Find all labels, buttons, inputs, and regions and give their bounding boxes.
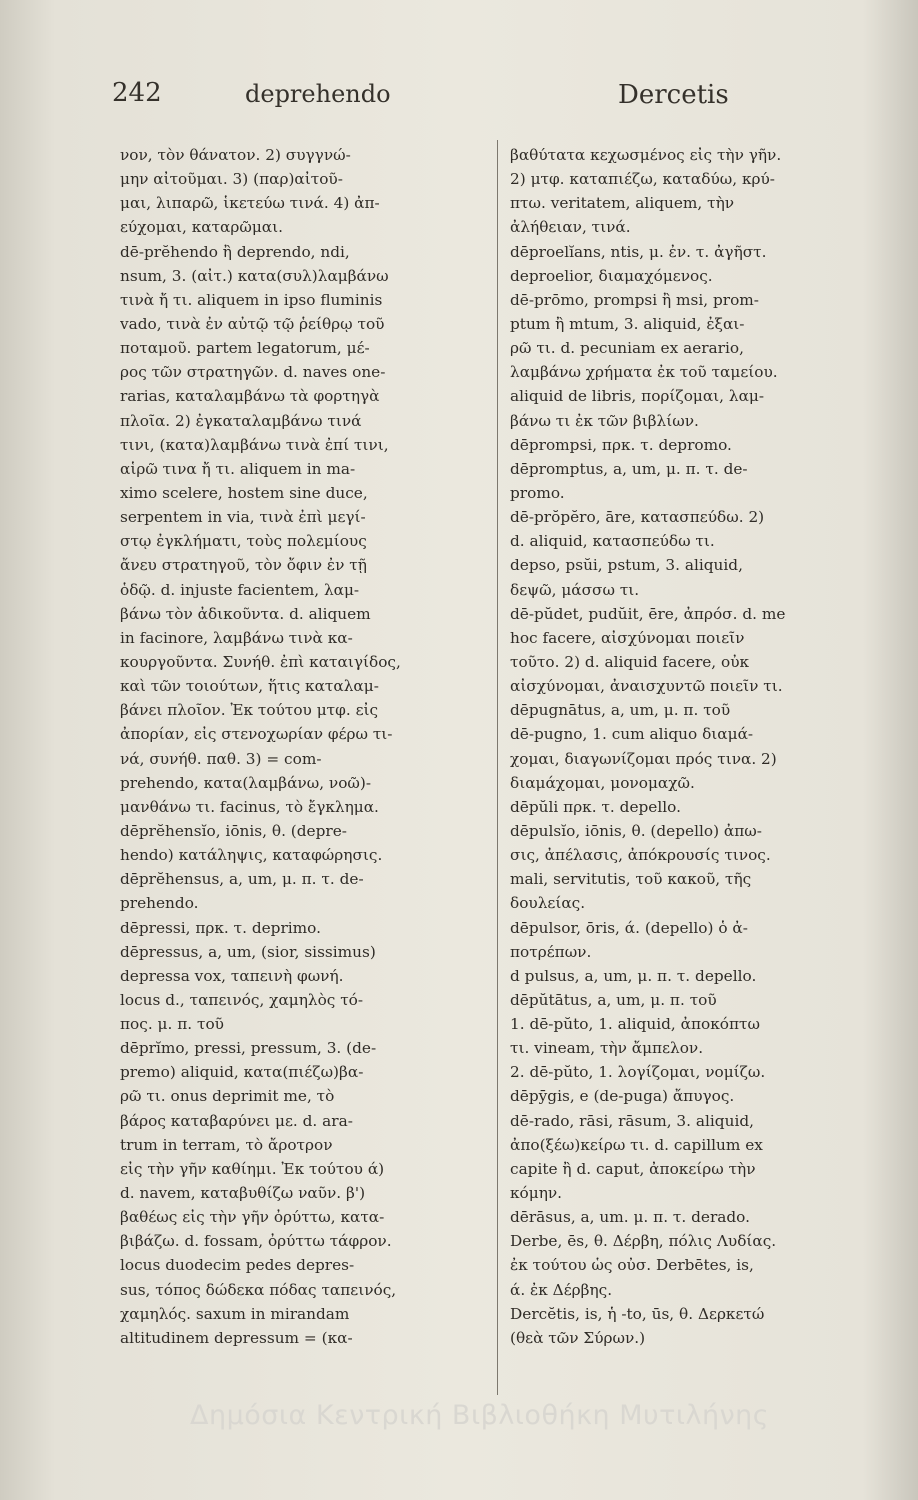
text-line: dē-prōmo, prompsi ἢ msi, prom- xyxy=(510,290,759,309)
text-line: μανθάνω τι. facinus, τὸ ἔγκλημα. xyxy=(120,797,379,816)
text-line: sus, τόπος δώδεκα πόδας ταπεινός, xyxy=(120,1280,397,1299)
text-line: ρος τῶν στρατηγῶν. d. naves one- xyxy=(120,363,386,382)
text-line: in facinore, λαμβάνω τινὰ κα- xyxy=(120,628,353,647)
text-line: λαμβάνω χρήματα ἐκ τοῦ ταμείου. xyxy=(510,363,778,382)
text-line: ἀλήθειαν, τινά. xyxy=(510,218,631,237)
text-line: βαθέως εἰς τὴν γῆν ὀρύττω, κατα- xyxy=(120,1208,385,1227)
right-column xyxy=(510,143,882,1350)
text-line: κόμην. xyxy=(510,1184,563,1203)
text-line: διαμάχομαι, μονομαχῶ. xyxy=(510,773,695,792)
text-line: dēprĕhensĭo, iōnis, θ. (depre- xyxy=(120,821,347,840)
text-line: d pulsus, a, um, μ. π. τ. depello. xyxy=(510,966,757,985)
text-line: Dercĕtis, is, ἡ -to, ūs, θ. Δερκετώ xyxy=(510,1304,765,1323)
text-line: τινὰ ἤ τι. aliquem in ipso fluminis xyxy=(120,290,383,309)
text-line: d. aliquid, κατασπεύδω τι. xyxy=(510,532,715,551)
text-line: ὁδῷ. d. injuste facientem, λαμ- xyxy=(120,580,360,599)
text-line: premo) aliquid, κατα(πιέζω)βα- xyxy=(120,1063,364,1082)
text-line: ρῶ τι. d. pecuniam ex aerario, xyxy=(510,339,744,358)
text-line: καὶ τῶν τοιούτων, ἥτις καταλαμ- xyxy=(120,677,379,696)
text-line: αἱρῶ τινα ἤ τι. aliquem in ma- xyxy=(120,459,356,478)
left-column xyxy=(120,143,492,1350)
text-line: dēpulsĭo, iōnis, θ. (depello) ἀπω- xyxy=(510,821,762,840)
text-line: trum in terram, τὸ ἄροτρον xyxy=(120,1135,333,1154)
text-line: dēprĭmo, pressi, pressum, 3. (de- xyxy=(120,1039,377,1058)
text-line: δεψῶ, μάσσω τι. xyxy=(510,580,640,599)
text-line: χαμηλός. saxum in mirandam xyxy=(120,1304,350,1323)
text-line: hoc facere, αἰσχύνομαι ποιεῖν xyxy=(510,628,745,647)
text-line: rarias, καταλαμβάνω τὰ φορτηγὰ xyxy=(120,387,380,406)
text-line: πτω. veritatem, aliquem, τὴν xyxy=(510,194,735,213)
text-line: βάνει πλοῖον. Ἐκ τούτου μτφ. εἰς xyxy=(120,701,379,720)
text-line: dēprompsi, πρκ. τ. depromo. xyxy=(510,435,732,454)
text-line: dēpŭtātus, a, um, μ. π. τοῦ xyxy=(510,990,717,1009)
text-line: dēpugnātus, a, um, μ. π. τοῦ xyxy=(510,701,731,720)
text-line: serpentem in via, τινὰ ἐπὶ μεγί- xyxy=(120,508,366,527)
text-line: ximo scelere, hostem sine duce, xyxy=(120,483,368,502)
text-line: prehendo. xyxy=(120,894,199,913)
text-line: σις, ἀπέλασις, ἀπόκρουσίς τινος. xyxy=(510,846,771,865)
text-line: ποταμοῦ. partem legatorum, μέ- xyxy=(120,339,370,358)
text-line: νά, συνήθ. παθ. 3) = com- xyxy=(120,749,322,768)
text-line: κουργοῦντα. Συνήθ. ἐπὶ καταιγίδος, xyxy=(120,652,401,671)
text-line: ρῶ τι. onus deprimit me, τὸ xyxy=(120,1087,335,1106)
text-line: τι. vineam, τὴν ἄμπελον. xyxy=(510,1039,704,1058)
text-line: πος. μ. π. τοῦ xyxy=(120,1015,224,1034)
column-divider xyxy=(497,140,498,1395)
text-line: locus d., ταπεινός, χαμηλὸς τό- xyxy=(120,990,364,1009)
text-line: dē-rado, rāsi, rāsum, 3. aliquid, xyxy=(510,1111,754,1130)
text-line: dēprĕhensus, a, um, μ. π. τ. de- xyxy=(120,870,364,889)
text-line: ἀπορίαν, εἰς στενοχωρίαν φέρω τι- xyxy=(120,725,393,744)
text-line: dērāsus, a, um. μ. π. τ. derado. xyxy=(510,1208,750,1227)
text-line: dēpromptus, a, um, μ. π. τ. de- xyxy=(510,459,748,478)
text-line: mali, servitutis, τοῦ κακοῦ, τῆς xyxy=(510,870,752,889)
text-line: νον, τὸν θάνατον. 2) συγγνώ- xyxy=(120,146,351,164)
text-line: promo. xyxy=(510,483,565,502)
text-line: capite ἢ d. caput, ἀποκείρω τὴν xyxy=(510,1159,756,1178)
text-line: βάνω τι ἐκ τῶν βιβλίων. xyxy=(510,411,699,430)
running-head-left: deprehendo xyxy=(245,80,391,108)
text-line: ἀπο(ξέω)κείρω τι. d. capillum ex xyxy=(510,1135,763,1154)
text-line: ἐκ τούτου ὡς οὐσ. Derbētes, is, xyxy=(510,1256,754,1275)
text-line: βιβάζω. d. fossam, ὀρύττω τάφρον. xyxy=(120,1232,392,1251)
text-line: ἄνευ στρατηγοῦ, τὸν ὄφιν ἐν τῇ xyxy=(120,556,367,575)
text-line: dē-pugno, 1. cum aliquo διαμά- xyxy=(510,725,754,744)
text-line: (θεὰ τῶν Σύρων.) xyxy=(510,1328,646,1347)
text-line: βάνω τὸν ἀδικοῦντα. d. aliquem xyxy=(120,604,371,623)
text-line: χομαι, διαγωνίζομαι πρός τινα. 2) xyxy=(510,749,777,768)
text-line: τινι, (κατα)λαμβάνω τινὰ ἐπί τινι, xyxy=(120,435,389,454)
text-line: ά. ἐκ Δέρβης. xyxy=(510,1280,613,1299)
text-line: hendo) κατάληψις, καταφώρησις. xyxy=(120,846,383,865)
text-line: dē-pŭdet, pudŭit, ēre, ἀπρόσ. d. me xyxy=(510,604,786,623)
text-line: dē-prŏpĕro, āre, κατασπεύδω. 2) xyxy=(510,508,765,527)
text-line: dēpulsor, ōris, ά. (depello) ὁ ἀ- xyxy=(510,918,748,937)
text-line: depso, psŭi, pstum, 3. aliquid, xyxy=(510,556,743,575)
text-line: μαι, λιπαρῶ, ἱκετεύω τινά. 4) ἀπ- xyxy=(120,194,380,213)
text-line: aliquid de libris, πορίζομαι, λαμ- xyxy=(510,387,765,406)
text-line: στῳ ἐγκλήματι, τοὺς πολεμίους xyxy=(120,532,367,551)
text-line: βάρος καταβαρύνει με. d. ara- xyxy=(120,1111,353,1130)
text-line: dēproelĭans, ntis, μ. ἐν. τ. ἀγῆστ. xyxy=(510,242,767,261)
text-line: εἰς τὴν γῆν καθίημι. Ἐκ τούτου ά) xyxy=(120,1159,385,1178)
text-line: τοῦτο. 2) d. aliquid facere, οὐκ xyxy=(510,652,750,671)
text-line: dēpressus, a, um, (sior, sissimus) xyxy=(120,942,376,961)
text-line: vado, τινὰ ἐν αὐτῷ τῷ ῥείθρῳ τοῦ xyxy=(120,314,385,333)
text-line: deproelior, διαμαχόμενος. xyxy=(510,266,713,285)
text-line: dē-prĕhendo ἢ deprendo, ndi, xyxy=(120,242,350,261)
text-line: 2. dē-pŭto, 1. λογίζομαι, νομίζω. xyxy=(510,1063,766,1082)
text-line: πλοῖα. 2) ἐγκαταλαμβάνω τινά xyxy=(120,411,362,430)
page-number: 242 xyxy=(112,78,162,108)
text-line: αἰσχύνομαι, ἀναισχυντῶ ποιεῖν τι. xyxy=(510,677,783,696)
text-line: dēpȳgis, e (de-puga) ἄπυγος. xyxy=(510,1087,735,1106)
text-line: δουλείας. xyxy=(510,894,586,913)
text-line: εύχομαι, καταρῶμαι. xyxy=(120,218,283,237)
text-line: dēpŭli πρκ. τ. depello. xyxy=(510,797,681,816)
text-line: ptum ἢ mtum, 3. aliquid, ἐξαι- xyxy=(510,314,745,333)
page-header xyxy=(112,78,888,118)
running-head-right: Dercetis xyxy=(618,80,729,110)
text-line: locus duodecim pedes depres- xyxy=(120,1256,355,1275)
text-line: dēpressi, πρκ. τ. deprimo. xyxy=(120,918,321,937)
text-line: μην αἰτοῦμαι. 3) (παρ)αἰτοῦ- xyxy=(120,170,343,189)
text-line: ποτρέπων. xyxy=(510,942,592,961)
text-line: nsum, 3. (αἰτ.) κατα(συλ)λαμβάνω xyxy=(120,266,389,285)
text-line: prehendo, κατα(λαμβάνω, νοῶ)- xyxy=(120,773,372,792)
text-line: 1. dē-pŭto, 1. aliquid, ἀποκόπτω xyxy=(510,1015,760,1034)
text-line: βαθύτατα κεχωσμένος εἰς τὴν γῆν. xyxy=(510,146,782,164)
text-line: 2) μτφ. καταπιέζω, καταδύω, κρύ- xyxy=(510,170,775,189)
text-line: altitudinem depressum = (κα- xyxy=(120,1328,353,1347)
text-line: Derbe, ēs, θ. Δέρβη, πόλις Λυδίας. xyxy=(510,1232,777,1251)
text-line: d. navem, καταβυθίζω ναῦν. β') xyxy=(120,1184,366,1203)
library-watermark: Δημόσια Κεντρική Βιβλιοθήκη Μυτιλήνης xyxy=(190,1400,770,1431)
text-line: depressa vox, ταπεινὴ φωνή. xyxy=(120,966,344,985)
